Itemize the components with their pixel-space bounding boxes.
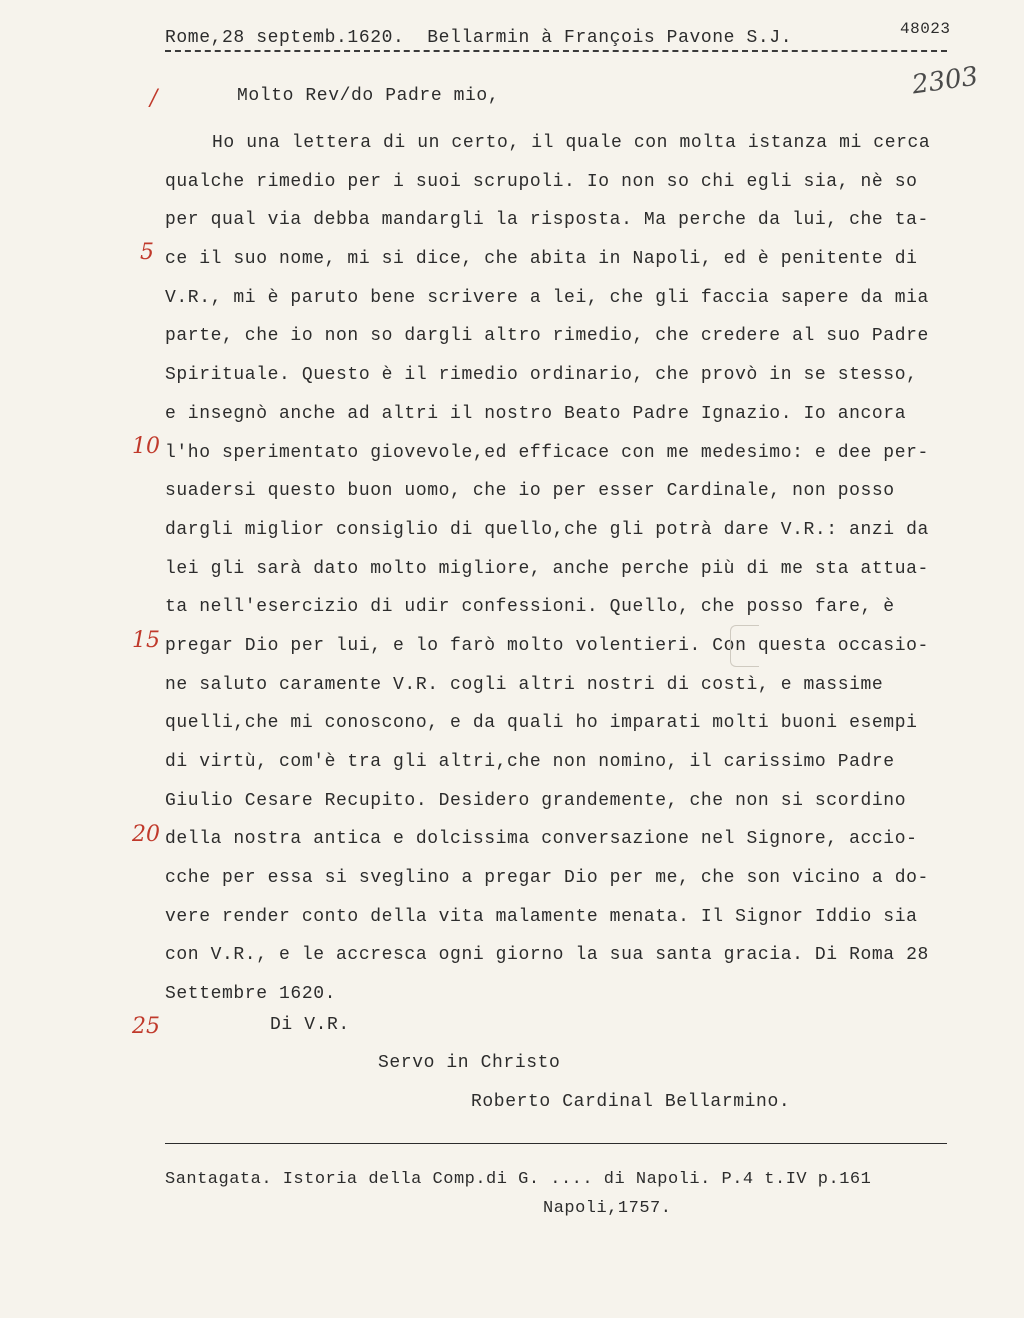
body-line: per qual via debba mandargli la risposta. Ma perche da lui, che ta- (165, 210, 929, 231)
body-line: Giulio Cesare Recupito. Desidero grandemente, che non si scordino (165, 790, 907, 811)
document-number: 48023 (900, 20, 951, 38)
body-line: suadersi questo buon uomo, che io per esser Cardinale, non posso (165, 481, 895, 502)
margin-mark-5: 5 (140, 240, 154, 265)
body-line: qualche rimedio per i suoi scrupoli. Io non so chi egli sia, nè so (165, 171, 918, 192)
source-citation: Santagata. Istoria della Comp.di G. .... di Napoli. P.4 t.IV p.161 (165, 1170, 872, 1189)
body-line: Spirituale. Questo è il rimedio ordinario, che provò in se stesso, (165, 365, 918, 386)
signature: Roberto Cardinal Bellarmino. (471, 1092, 791, 1112)
body-line: Ho una lettera di un certo, il quale con molta istanza mi cerca (212, 133, 931, 153)
document-header: Rome,28 septemb.1620. Bellarmin à François Pavone S.J. (165, 28, 793, 48)
body-line: l'ho sperimentato giovevole,ed efficace con me medesimo: e dee per- (165, 442, 929, 463)
body-line: quelli,che mi conoscono, e da quali ho imparati molti buoni esempi (165, 713, 918, 734)
margin-mark-1: / (150, 86, 158, 111)
margin-mark-20: 20 (132, 822, 160, 847)
letter-body (165, 124, 965, 1014)
body-line: della nostra antica e dolcissima conversazione nel Signore, accio- (165, 829, 918, 850)
body-line: dargli miglior consiglio di quello,che gli potrà dare V.R.: anzi da (165, 519, 929, 540)
body-line: V.R., mi è paruto bene scrivere a lei, che gli faccia sapere da mia (165, 287, 929, 308)
source-place-year: Napoli,1757. (543, 1199, 672, 1218)
body-line: con V.R., e le accresca ogni giorno la sua santa gracia. Di Roma 28 (165, 945, 929, 966)
closing-formula: Di V.R. (270, 1015, 350, 1035)
body-line: Settembre 1620. (165, 984, 337, 1005)
faint-bracket-mark (730, 625, 759, 667)
margin-mark-15: 15 (132, 628, 160, 653)
salutation: Molto Rev/do Padre mio, (237, 86, 500, 106)
body-line: vere render conto della vita malamente menata. Il Signor Iddio sia (165, 906, 918, 927)
handwritten-number: 2303 (910, 61, 980, 101)
margin-mark-10: 10 (132, 434, 160, 459)
header-divider (165, 50, 947, 52)
margin-mark-25: 25 (132, 1014, 160, 1039)
body-line: parte, che io non so dargli altro rimedio, che credere al suo Padre (165, 326, 929, 347)
body-line: e insegnò anche ad altri il nostro Beato Padre Ignazio. Io ancora (165, 403, 907, 424)
closing-servant: Servo in Christo (378, 1053, 561, 1073)
body-line: pregar Dio per lui, e lo farò molto volentieri. Con questa occasio- (165, 635, 929, 656)
body-line: lei gli sarà dato molto migliore, anche perche più di me sta attua- (165, 558, 929, 579)
body-line: cche per essa si sveglino a pregar Dio per me, che son vicino a do- (165, 868, 929, 889)
body-line: ne saluto caramente V.R. cogli altri nostri di costì, e massime (165, 674, 884, 695)
body-line: di virtù, com'è tra gli altri,che non nomino, il carissimo Padre (165, 752, 895, 772)
footer-divider (165, 1143, 947, 1144)
body-line: ta nell'esercizio di udir confessioni. Quello, che posso fare, è (165, 597, 895, 618)
body-line: ce il suo nome, mi si dice, che abita in Napoli, ed è penitente di (165, 249, 918, 270)
